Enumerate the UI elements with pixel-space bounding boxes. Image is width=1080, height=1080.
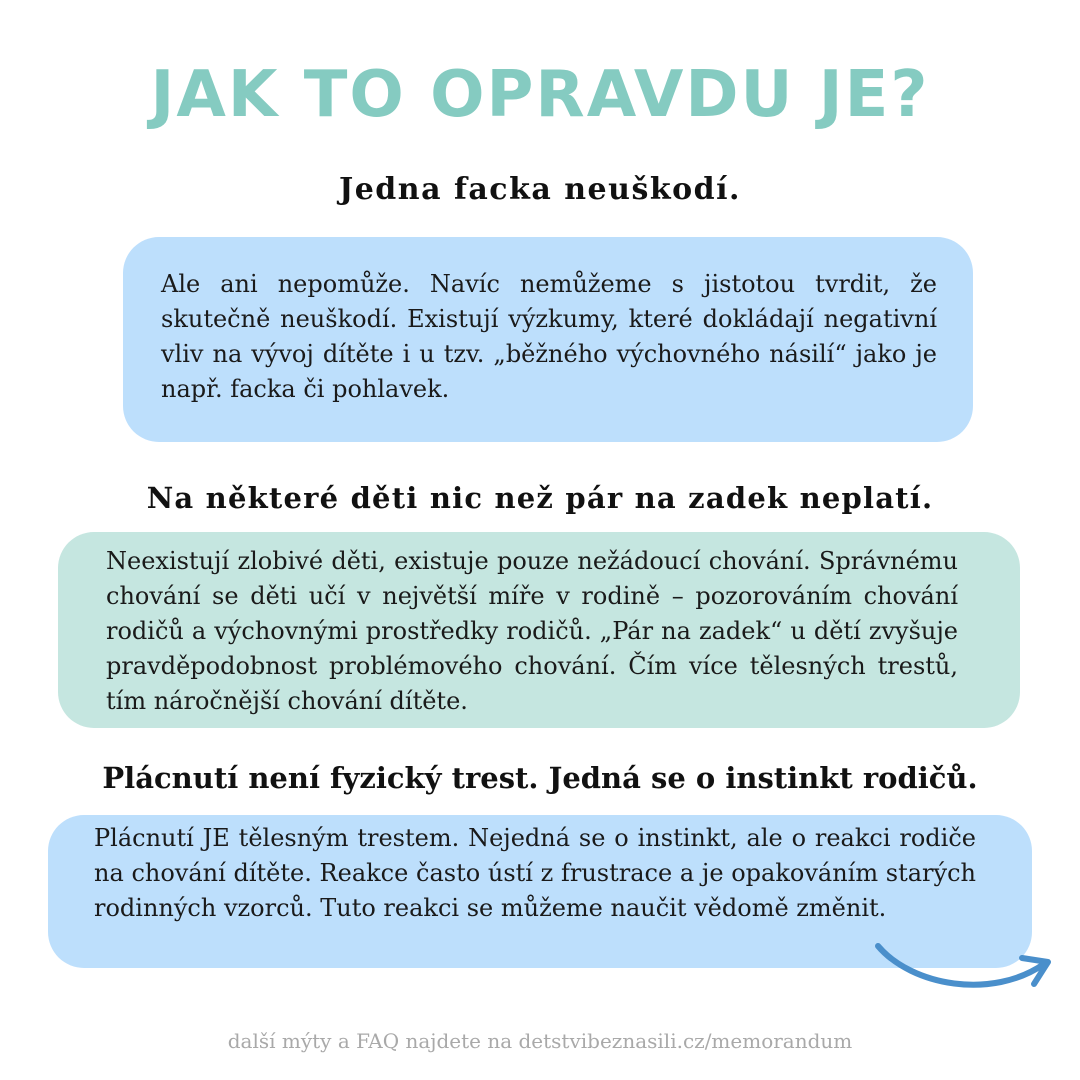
answer-text-1: Ale ani nepomůže. Navíc nemůžeme s jistotou tvrdit, že skutečně neuškodí. Existují výzkumy, které dokládají negativní vliv na vývoj dítěte i u tzv. „běžného výchovného násilí“ jako je např. facka či pohlavek. xyxy=(161,270,937,403)
answer-box-2 xyxy=(58,532,1020,728)
page-title: JAK TO OPRAVDU JE? xyxy=(150,58,930,132)
myth-heading-1: Jedna facka neuškodí. xyxy=(339,172,741,207)
myth-heading-2: Na některé děti nic než pár na zadek neplatí. xyxy=(146,481,934,515)
footer-link[interactable]: další mýty a FAQ najdete na detstvibeznasili.cz/memorandum xyxy=(227,1029,853,1053)
myth-heading-3: Plácnutí není fyzický trest. Jedná se o instinkt rodičů. xyxy=(102,761,978,795)
curved-arrow-right-icon[interactable] xyxy=(872,938,1056,996)
answer-text-2: Neexistují zlobivé děti, existuje pouze nežádoucí chování. Správnému chování se děti učí v největší míře v rodině – pozorováním chování rodičů a výchovnými prostředky rodičů. „Pár na zadek“ u dětí zvyšuje pravděpodobnost problémového chování. Čím více tělesných trestů, tím náročnější chování dítěte. xyxy=(106,547,958,715)
answer-text-3: Plácnutí JE tělesným trestem. Nejedná se o instinkt, ale o reakci rodiče na chování dítěte. Reakce často ústí z frustrace a je opakováním starých rodinných vzorců. Tuto reakci se můžeme naučit vědomě změnit. xyxy=(94,824,976,922)
answer-box-1 xyxy=(123,237,973,442)
